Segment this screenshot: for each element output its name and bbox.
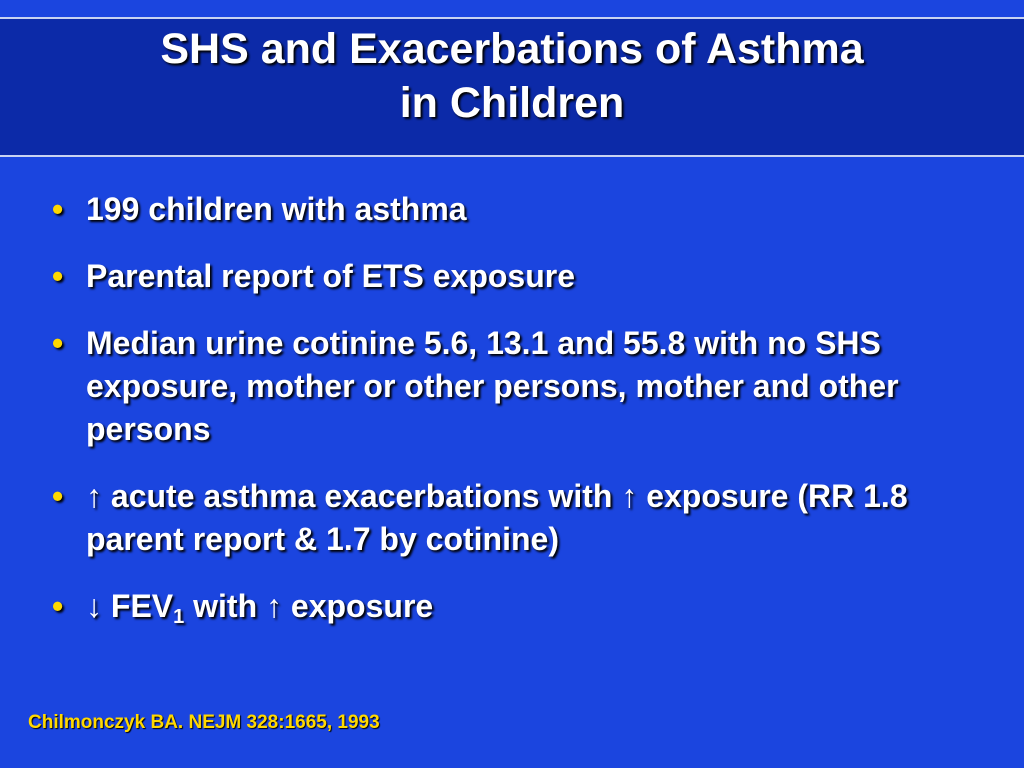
bullet-item-exacerbations	[52, 475, 992, 561]
bullet-item-children	[52, 188, 992, 231]
bullet-text-part-1: FEV	[102, 588, 174, 624]
bullet-dot: •	[52, 588, 64, 624]
bullet-text: Parental report of ETS exposure	[86, 258, 576, 294]
slide-title-line-2: in Children	[399, 79, 625, 127]
bullet-dot: •	[52, 478, 64, 514]
arrow-up-icon: ↑	[86, 478, 102, 514]
bullet-text-part-2: exposure (RR 1.8 parent report & 1.7 by cotinine)	[86, 478, 908, 557]
bullet-text-part-1: acute asthma exacerbations with	[102, 478, 622, 514]
citation: Chilmonczyk BA. NEJM 328:1665, 1993	[28, 712, 380, 733]
fev-subscript: 1	[173, 606, 185, 628]
bullet-item-cotinine	[52, 322, 992, 451]
slide-title-line-1: SHS and Exacerbations of Asthma	[160, 25, 864, 73]
bullet-item-fev1	[52, 585, 992, 639]
bullet-text-part-3: exposure	[282, 588, 434, 624]
bullet-text: Median urine cotinine 5.6, 13.1 and 55.8 with no SHS exposure, mother or other persons, mother and other persons	[86, 325, 899, 447]
bullet-dot: •	[52, 191, 64, 227]
arrow-down-icon: ↓	[86, 588, 102, 624]
bullet-dot: •	[52, 258, 64, 294]
arrow-up-icon: ↑	[621, 478, 638, 514]
bullet-dot: •	[52, 325, 64, 361]
slide-title	[0, 22, 1024, 130]
bullet-item-parental-report	[52, 255, 992, 298]
bullet-text: 199 children with asthma	[86, 191, 467, 227]
bullet-list	[52, 188, 992, 663]
arrow-up-icon: ↑	[266, 588, 283, 624]
bullet-text-part-2: with	[184, 588, 267, 624]
